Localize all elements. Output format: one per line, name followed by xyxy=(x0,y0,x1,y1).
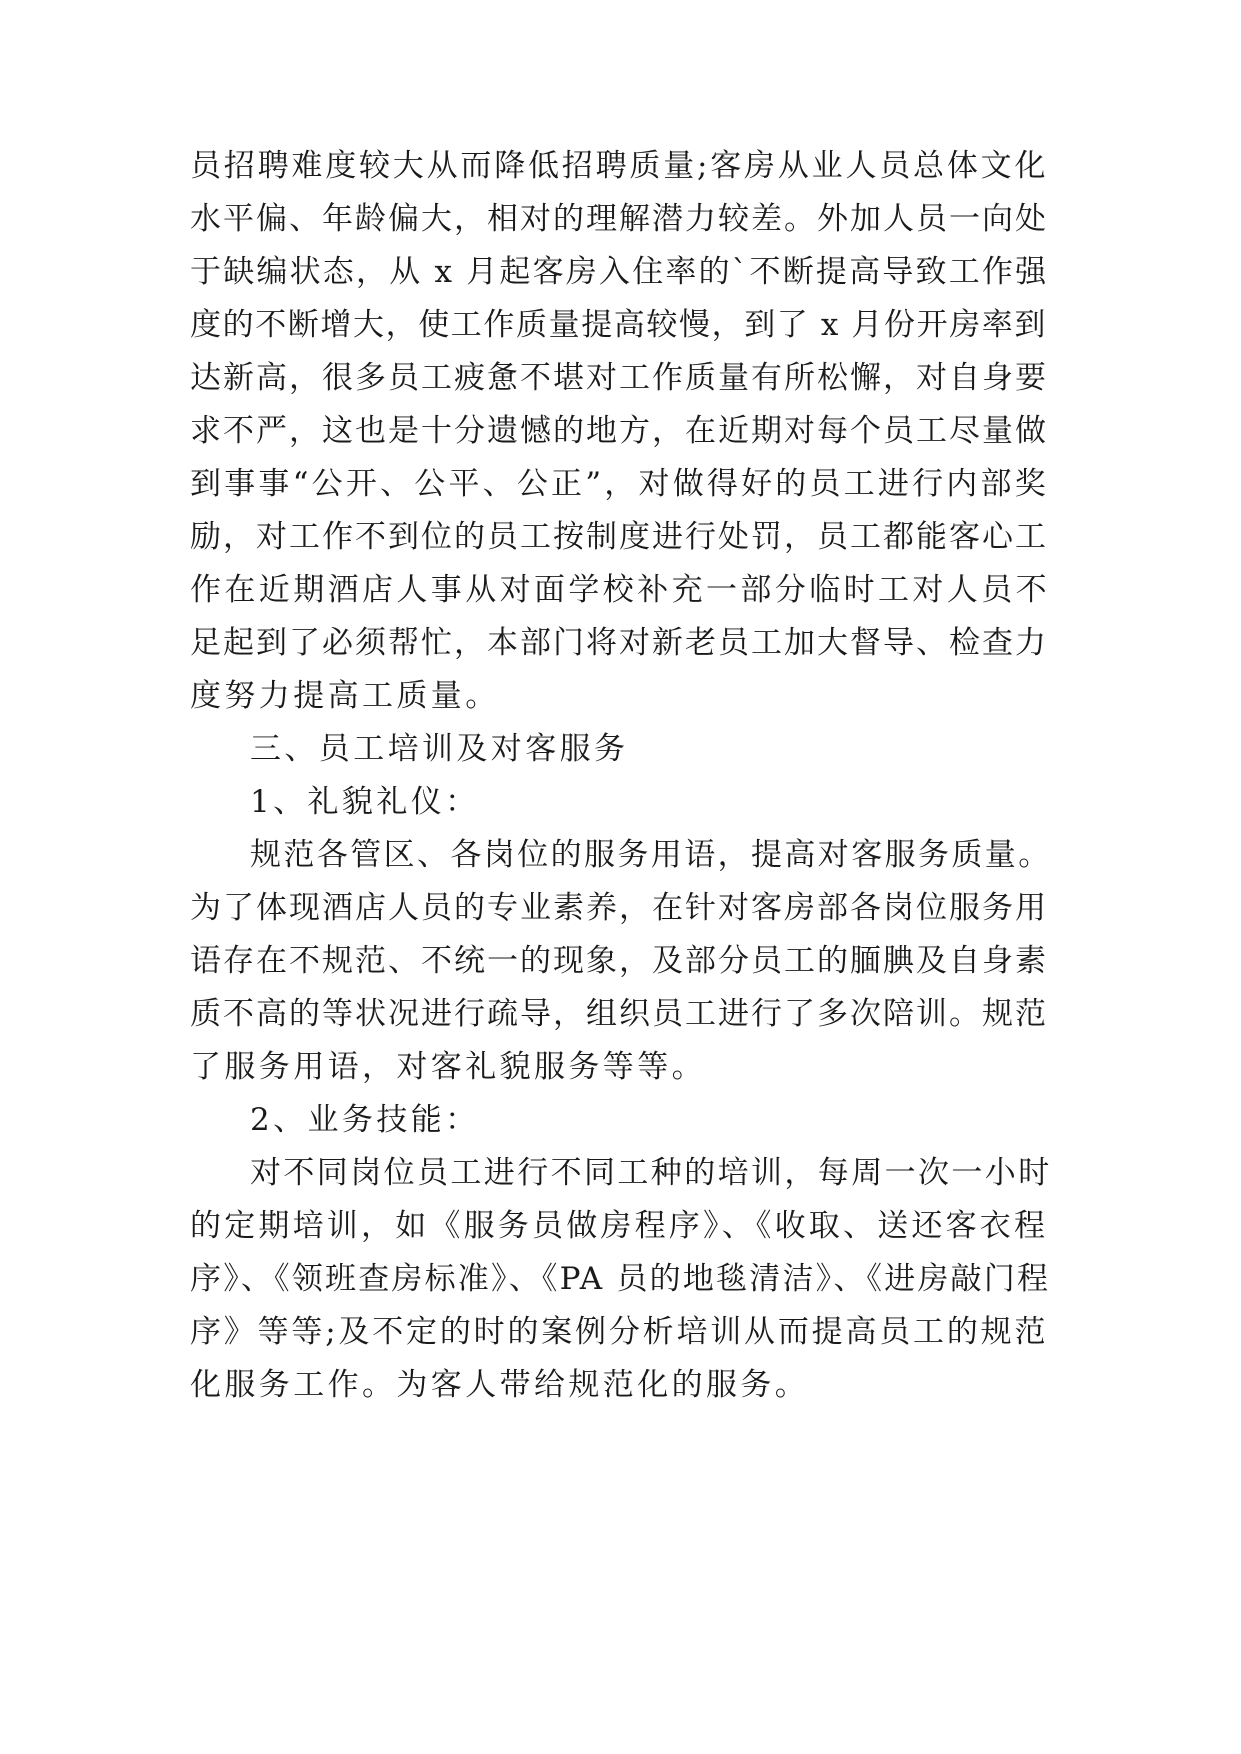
text-line: 励，对工作不到位的员工按制度进行处罚，员工都能客心工 xyxy=(190,519,1048,555)
subsection-heading: 2、业务技能： xyxy=(250,1102,480,1138)
text-line: 水平偏、年龄偏大，相对的理解潜力较差。外加人员一向处 xyxy=(190,201,1048,237)
text-line: 为了体现酒店人员的专业素养，在针对客房部各岗位服务用 xyxy=(190,890,1048,926)
text-line: 达新高，很多员工疲惫不堪对工作质量有所松懈，对自身要 xyxy=(190,360,1048,396)
text-line: 化服务工作。为客人带给规范化的服务。 xyxy=(190,1367,810,1403)
text-line: 作在近期酒店人事从对面学校补充一部分临时工对人员不 xyxy=(190,572,1050,608)
text-line: 足起到了必须帮忙，本部门将对新老员工加大督导、检查力 xyxy=(190,625,1048,661)
text-line: 于缺编状态，从 x 月起客房入住率的`不断提高导致工作强 xyxy=(190,254,1049,290)
text-line: 语存在不规范、不统一的现象，及部分员工的腼腆及自身素 xyxy=(190,943,1048,979)
text-line: 对不同岗位员工进行不同工种的培训，每周一次一小时 xyxy=(250,1155,1052,1191)
text-line: 到事事“公开、公平、公正”，对做得好的员工进行内部奖 xyxy=(190,466,1049,502)
text-line: 规范各管区、各岗位的服务用语，提高对客服务质量。 xyxy=(250,837,1052,873)
section-heading: 三、员工培训及对客服务 xyxy=(250,731,629,767)
text-line: 质不高的等状况进行疏导，组织员工进行了多次陪训。规范 xyxy=(190,996,1048,1032)
text-line: 的定期培训，如《服务员做房程序》、《收取、送还客衣程 xyxy=(190,1208,1049,1244)
text-line: 了服务用语，对客礼貌服务等等。 xyxy=(190,1049,706,1085)
text-line: 序》等等;及不定的时的案例分析培训从而提高员工的规范 xyxy=(190,1314,1049,1350)
text-line: 序》、《领班查房标准》、《PA 员的地毯清洁》、《进房敲门程 xyxy=(190,1261,1051,1297)
text-line: 员招聘难度较大从而降低招聘质量;客房从业人员总体文化 xyxy=(190,148,1049,184)
subsection-heading: 1、礼貌礼仪： xyxy=(250,784,480,820)
text-line: 度努力提高工质量。 xyxy=(190,678,500,714)
text-line: 度的不断增大，使工作质量提高较慢，到了 x 月份开房率到 xyxy=(190,307,1047,343)
text-line: 求不严，这也是十分遗憾的地方，在近期对每个员工尽量做 xyxy=(190,413,1048,449)
